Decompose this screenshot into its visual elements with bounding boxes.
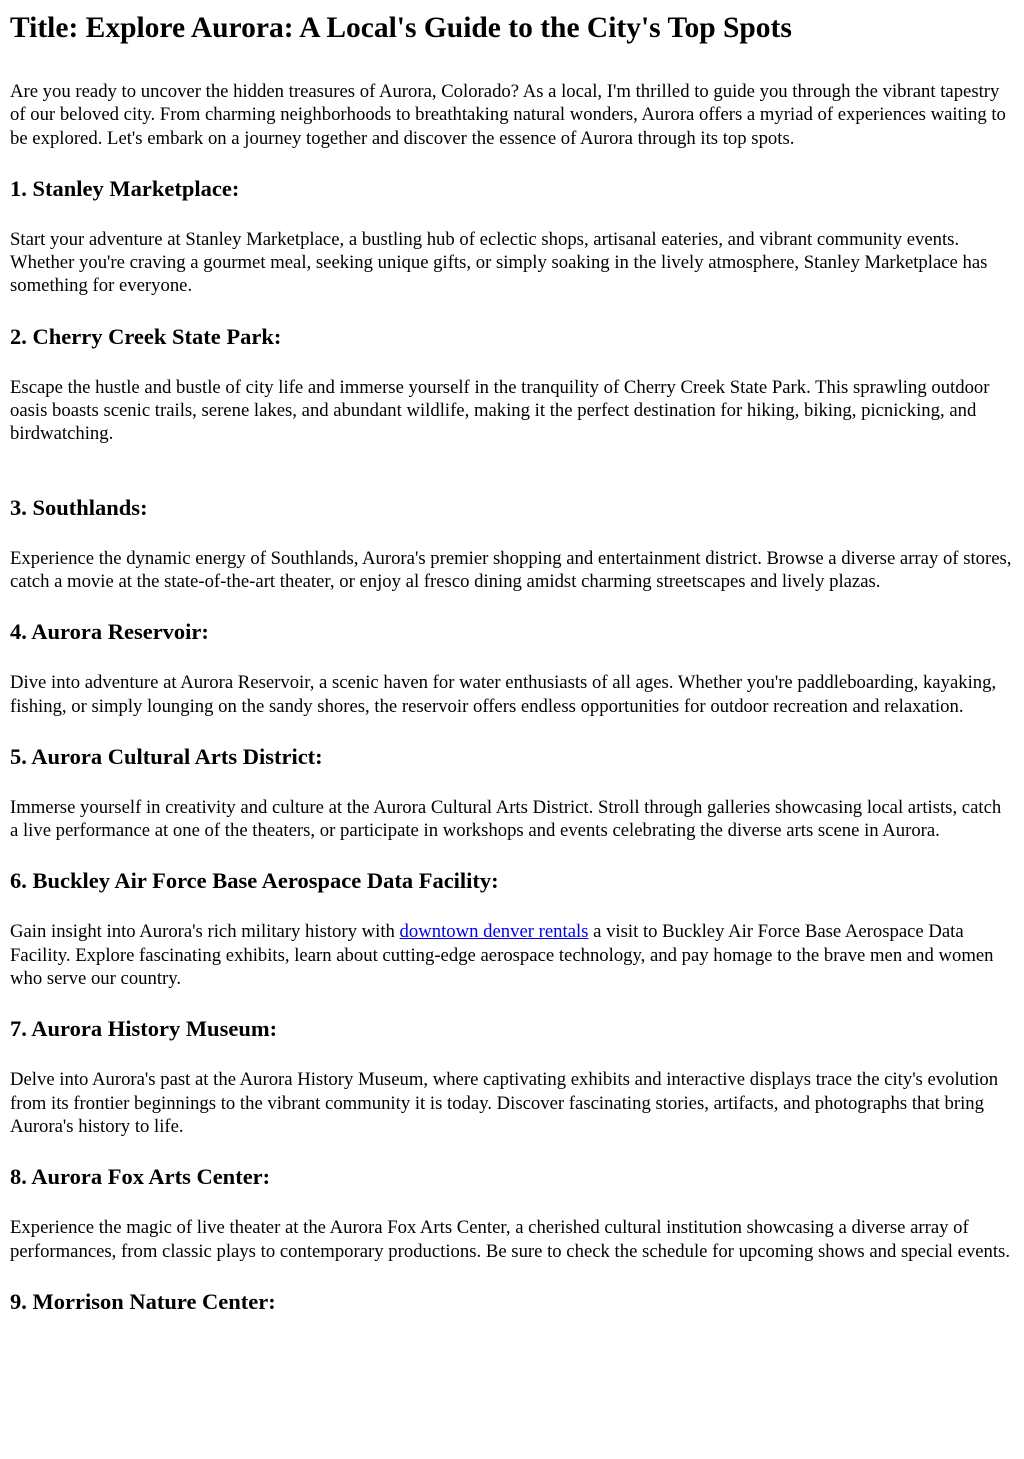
section-aurora-history-museum	[10, 1015, 1014, 1138]
section-aurora-reservoir	[10, 618, 1014, 718]
intro-paragraph: Are you ready to uncover the hidden treasures of Aurora, Colorado? As a local, I'm thrilled to guide you through the vibrant tapestry of our beloved city. From charming neighborhoods to breathtaking natural wonders, Aurora offers a myriad of experiences waiting to be explored. Let's embark on a journey together and discover the essence of Aurora through its top spots.	[10, 81, 1006, 149]
downtown-denver-rentals-link[interactable]: downtown denver rentals	[399, 921, 589, 943]
section-body: Immerse yourself in creativity and culture at the Aurora Cultural Arts District. Stroll through galleries showcasing local artists, catch a live performance at one of the theaters, or participate in workshops and events celebrating the diverse arts scene in Aurora.	[10, 796, 1002, 842]
section-heading: 1. Stanley Marketplace:	[10, 175, 240, 201]
section-heading: 5. Aurora Cultural Arts District:	[10, 743, 323, 769]
section-cultural-arts-district	[10, 743, 1014, 843]
section-aurora-fox-arts-center	[10, 1163, 1014, 1263]
section-heading: 4. Aurora Reservoir:	[10, 619, 209, 645]
section-southlands	[10, 494, 1014, 594]
section-heading: 9. Morrison Nature Center:	[10, 1288, 276, 1314]
section-body	[10, 920, 1014, 990]
section-cherry-creek-state-park	[10, 323, 1014, 446]
section-stanley-marketplace	[10, 175, 1014, 298]
section-body: Escape the hustle and bustle of city life and immerse yourself in the tranquility of Cherry Creek State Park. This sprawling outdoor oasis boasts scenic trails, serene lakes, and abundant wildlife, making it the perfect destination for hiking, biking, picnicking, and birdwatching.	[10, 376, 990, 445]
section-heading: 3. Southlands:	[10, 494, 148, 520]
section-body: Delve into Aurora's past at the Aurora History Museum, where captivating exhibits and interactive displays trace the city's evolution from its frontier beginnings to the vibrant community it is today. Discover fascinating stories, artifacts, and photographs that bring Aurora's history to life.	[10, 1069, 999, 1137]
section-heading: 2. Cherry Creek State Park:	[10, 323, 282, 349]
section-body-after-link: a visit to Buckley Air Force Base Aerospace Data Facility. Explore fascinating exhibits, learn about cutting-edge aerospace technology, and pay homage to the brave men and women who serve our country.	[10, 921, 994, 990]
section-body: Experience the magic of live theater at the Aurora Fox Arts Center, a cherished cultural institution showcasing a diverse array of performances, from classic plays to contemporary productions. Be sure to check the schedule for upcoming shows and special events.	[10, 1217, 1011, 1262]
section-heading: 8. Aurora Fox Arts Center:	[10, 1164, 271, 1190]
section-heading: 7. Aurora History Museum:	[10, 1016, 278, 1042]
section-buckley-afb	[10, 867, 1014, 990]
document-page	[0, 10, 1024, 1316]
section-body: Start your adventure at Stanley Marketplace, a bustling hub of eclectic shops, artisanal eateries, and vibrant community events. Whether you're craving a gourmet meal, seeking unique gifts, or simply soaking in the lively atmosphere, Stanley Marketplace has something for everyone.	[10, 228, 988, 297]
page-title: Title: Explore Aurora: A Local's Guide to the City's Top Spots	[10, 12, 792, 44]
section-body-before-link: Gain insight into Aurora's rich military history with	[10, 921, 400, 943]
section-body: Dive into adventure at Aurora Reservoir, a scenic haven for water enthusiasts of all ages. Whether you're paddleboarding, kayaking, fishing, or simply lounging on the sandy shores, the reservoir offers endless opportunities for outdoor recreation and relaxation.	[10, 672, 997, 717]
section-heading: 6. Buckley Air Force Base Aerospace Data Facility:	[10, 868, 499, 894]
section-body: Experience the dynamic energy of Southlands, Aurora's premier shopping and entertainment district. Browse a diverse array of stores, catch a movie at the state-of-the-art theater, or enjoy al fresco dining amidst charming streetscapes and lively plazas.	[10, 547, 1012, 592]
section-morrison-nature-center	[10, 1288, 1014, 1316]
